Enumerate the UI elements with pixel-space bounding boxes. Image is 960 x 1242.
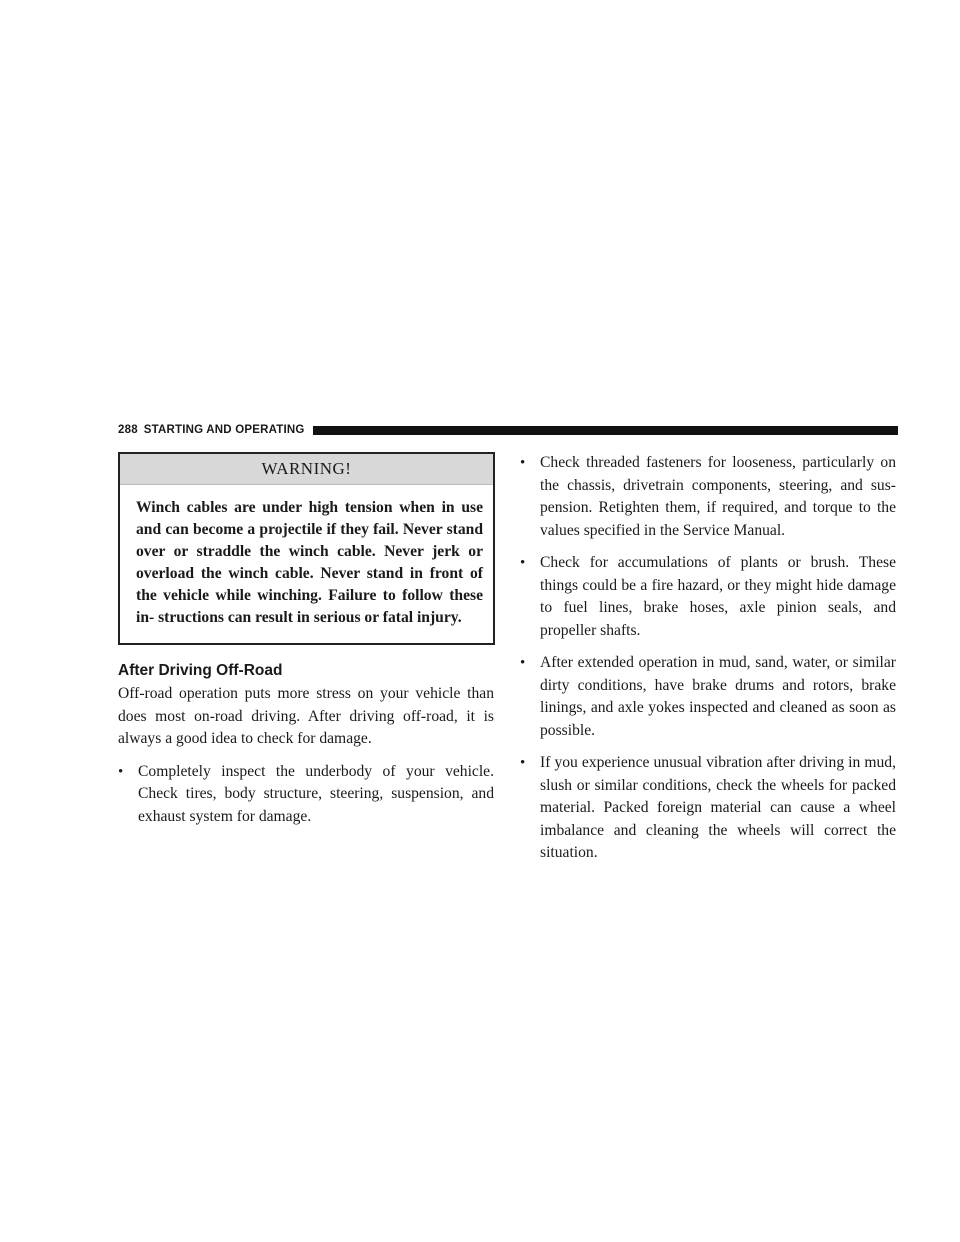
list-item [520, 452, 896, 542]
section-heading: After Driving Off-Road [118, 662, 283, 679]
list-item-text: If you experience unusual vibration after driving in mud, slush or similar conditions, check the wheels for packed material. Packed foreign material can cause a wheel imbalance and cleaning the wheels will correct the situation. [540, 754, 896, 861]
list-item [520, 552, 896, 642]
bullet-icon: • [520, 555, 526, 571]
bullet-icon: • [520, 755, 526, 771]
list-item-text: Completely inspect the underbody of your vehicle. Check tires, body structure, steering, suspension, and exhaust system for damage. [138, 762, 494, 825]
warning-box [118, 452, 495, 645]
warning-title: WARNING! [120, 454, 493, 485]
list-item [118, 761, 494, 829]
bullet-icon: • [520, 655, 526, 671]
list-item [520, 652, 896, 742]
list-item-text: After extended operation in mud, sand, water, or similar dirty conditions, have brake drums and rotors, brake linings, and axle yokes inspected and cleaned as soon as possible. [540, 654, 896, 739]
bullet-list-left [118, 761, 494, 829]
list-item-text: Check for accumulations of plants or brush. These things could be a fire hazard, or they might hide damage to fuel lines, brake hoses, axle pinion seals, and propeller shafts. [540, 554, 896, 639]
running-header [118, 422, 898, 438]
list-item [520, 752, 896, 865]
header-rule [313, 426, 898, 435]
warning-text: Winch cables are under high tension when in use and can become a projectile if they fail. Never stand over or straddle the winch cable. Never jerk or overload the winch cable. Never stand in front of the vehicle while winching. Failure to follow these in- structions can result in serious or fatal injury. [136, 499, 483, 626]
bullet-icon: • [520, 455, 526, 471]
section-title: STARTING AND OPERATING [143, 424, 305, 436]
page-number: 288 [118, 424, 138, 436]
intro-paragraph: Off-road operation puts more stress on your vehicle than does most on-road driving. After driving off-road, it is always a good idea to check for damage. [118, 685, 494, 747]
bullet-list-right [520, 452, 896, 865]
list-item-text: Check threaded fasteners for looseness, particularly on the chassis, drivetrain components, steering, and sus- pension. Retighten them, if required, and torque to the values specified in the Service Manual. [540, 454, 896, 539]
left-column [118, 452, 494, 828]
bullet-icon: • [118, 763, 124, 780]
right-column [520, 452, 896, 865]
